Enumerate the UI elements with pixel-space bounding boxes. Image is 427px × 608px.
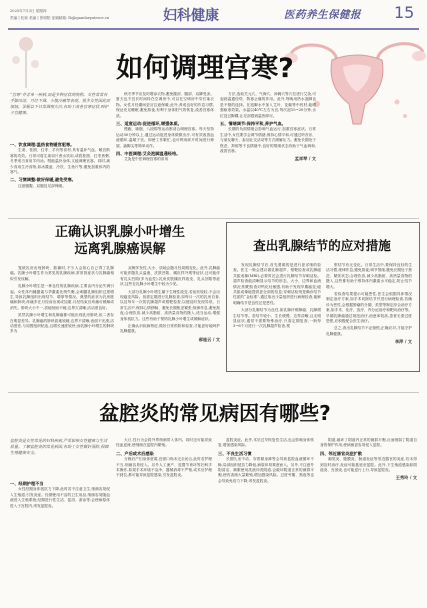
- section-divider-2: [8, 392, 419, 393]
- article1-c2-para-2: 慢跑、瑜伽、八段锦等运动都适合调理宫寒。每天坚持运动30分钟以上,通过运动促进身体微微出汗,可有效改善血液循环,温暖子宫。即使工作繁忙,也可利用碎片时间进行伸展、踮脚尖等简单动作。: [116, 127, 214, 148]
- article1-column-3: [220, 92, 316, 162]
- article1-c2-para-3: 艾灸是中医调理宫寒的常用: [124, 157, 169, 162]
- article4-c4-para-1: 阴道,破坏了阴道内正常的菌群平衡,反而削弱了阴道自身的保护作用,使病菌更容易侵入盆腔。: [320, 438, 417, 448]
- article1-column-1: [10, 141, 110, 191]
- article3-c1-para-1: 发现乳腺结节后,首先要做的是进行更详细的检查。医生一般会建议做乳腺超声、钼靶检查或乳腺磁共振成像(MRI),必要时还会进行乳腺结节穿刺活检。超声检查能清晰显示结节的形态、大小、边界和血流情况;钼靶检查对钙化灶敏感,有助于发现早期癌变;磁共振成像能提供更全面的信息;穿刺活检则是确诊结节性质的“金标准”,通过取出少量组织进行病理检查,能够明确结节是良性还是恶性。: [233, 263, 321, 305]
- article4-c2-para-2: 分娩后产妇身体虚弱,宫颈口尚未完全闭合,此时若护理不当,细菌容易侵入。另外人工流产、放置节育环等妇科手术操作,如果手术环境不洁净、器械消毒不严格,或术后护理不到位,都可能导致盆腔感染,引发盆腔炎。: [116, 457, 212, 478]
- article4-c1-heading-1: 一、经期护理不当: [10, 481, 44, 486]
- article4-title: 盆腔炎的常见病因有哪些?: [99, 401, 331, 425]
- article1-lead: “宫寒”并非单一疾病,而是多种症状的统称。女性常常有手脚冰凉、月经不调、小腹冷痛等表现。很多女性因此而烦恼。掌握以下日常调理方法,有助于改善宫寒症状,呵护子宫健康。: [10, 92, 110, 115]
- article4-column-3: [218, 438, 314, 486]
- article3-author: 李萍 / 文: [394, 339, 412, 345]
- page-header: [0, 0, 427, 34]
- article3-column-2: [326, 263, 412, 345]
- article4-column-2: [116, 438, 212, 481]
- article1-column-2: [116, 92, 214, 165]
- article1-c1-para-2: 注意腰腹、双腿及足部保暖。: [18, 183, 66, 188]
- article1-author: 孟祥琴 / 文: [294, 156, 316, 162]
- article4-c1-para-1: 女性经期身体抵抗力下降,此时若不注意卫生,细菌容易侵入生殖道,引发炎症。经期使用不洁的卫生用品,细菌容易随血液进入生殖系统;经期进行性生活、盆浴、游泳等,会使病原体进入子宫腔内,诱发盆腔炎。: [10, 487, 110, 508]
- article3-c2-para-3: 总之,查出乳腺结节不必惊慌,正确应对,才能守护乳腺健康。: [326, 326, 412, 336]
- article4-c3-heading-1: 三、不良生活习惯: [218, 450, 252, 456]
- article3-c2-para-2: 若检查结果提示可疑恶性,医生会根据具体情况制定治疗方案,如手术切除结节并进行病理检查,若确诊为恶性,会根据肿瘤的分期、类型等制定综合治疗方案,如手术、化疗、放疗、内分泌治疗和靶向治疗等。早期乳腺癌通过规范治疗,治愈率较高,患者无需过度恐慌,应积极配合医生治疗。: [326, 292, 412, 324]
- article3-c1-para-2: 大部分乳腺结节为良性,如乳腺纤维腺瘤、乳腺增生结节等。若结节较小、生长缓慢、边界清晰,且无明显症状,通常不需要特殊治疗,只需定期复查,一般每3~6个月进行一次乳腺超声检查,观: [233, 308, 321, 329]
- section-divider-1: [8, 218, 419, 219]
- article4-c2-heading-1: 二、产后或术后感染: [116, 450, 154, 456]
- article2-c2-para-2: 大部分乳腺小叶增生属于生理性改变,若症状较轻,不会出现癌变风险。但需定期进行乳腺检查,如每月一次的乳房自查,以及每年一次的乳腺超声或钼靶检查,以便及时发现异常。日常生活中,保持心情舒畅、避免长期焦虑紧张;规律作息,避免熬夜;合理饮食,减少高脂肪、高热量食物的摄入,适当运动,增强身体抵抗力。这些有助于预防乳腺小叶增生或缓解症状。: [120, 289, 220, 321]
- article3-c2-para-1: 察结节有无变化。日常生活中,要保持良好的生活习惯,规律作息,避免熬夜;调节情绪,避免长期处于焦虑、紧张状态;合理饮食,减少高脂肪、高热量食物的摄入,这些都有助于维持体内激素水平稳定,防止结节增大。: [326, 263, 412, 289]
- article4-c2-para-1: 大丘,性行为会将外界细菌带入体内。同时还可能导致经血逆流,使细菌在盆腔内繁殖。: [116, 438, 212, 448]
- article4-column-4: [320, 438, 417, 481]
- article4-c3-para-1: 盆腔炎症。此外,术后过早恢复性生活,也会影响身体恢复,增加感染风险。: [218, 438, 314, 448]
- editor-text: 责编 | 杜琼 美编 | 张明阳 征稿邮箱:: [10, 16, 68, 20]
- header-divider: [8, 28, 419, 30]
- article4-c4-heading-1: 四、邻近器官炎症扩散: [320, 450, 362, 456]
- article2-author: 郝桂云 / 文: [198, 336, 220, 342]
- article1-c2-heading-2: 四、中医调理:艾灸泡脚温通经络。: [116, 151, 181, 157]
- article2-c2-para-3: 正确认识疾病特征,做好日常预防和检查,才能更好地呵护乳腺健康。: [120, 324, 220, 334]
- article2-column-1: [10, 266, 114, 337]
- article2-c2-para-1: 双侧多发性,大小、质地会随月经周期变化。此外,乳腺癌可能伴随乳头溢液、皮肤凹陷、橘皮样外观等症状,还可能伴有乳头凹陷(多为血性),乳房皮肤橘皮样改变、乳头回陷等症状,这些在乳腺小叶增生中较为少见。: [120, 266, 220, 287]
- article3-title: 查出乳腺结节的应对措施: [253, 238, 391, 253]
- article1-title: 如何调理宫寒?: [116, 53, 294, 84]
- article4-author: 王秀玲 / 文: [395, 475, 417, 481]
- editor-line: [10, 16, 109, 21]
- page-number: 15: [394, 3, 415, 22]
- article2-title-line-1: 正确认识乳腺小叶增生: [54, 225, 185, 240]
- article1-c1-para-1: 生姜、桂圆、红枣、羊肉等食材,具有温补气血、暖宫散寒的功效。日常可将生姜切片煮水饮用,或将桂圆、红枣煮粥,冬季适当食用羊肉汤。既能温补身体,又能调理宫寒。同时,减少食用生冷食物,如冰激凌、冷饮、生鱼片等,避免加重体内的寒气。: [10, 148, 110, 175]
- article1-c2-heading-1: 三、适度运动:促进循环,增强体质。: [116, 121, 182, 127]
- article1-c3-para-2: 长期的负面情绪会影响气血运行,加重宫寒症状。日常生活中,女性要学会调节情绪,保持心情平和,可通过听音乐、与朋友聊天、参加社交活动等方式缓解压力。避免长期处于焦虑、抑郁等不良情绪中,良好的情绪状态有助于气血调和,改善宫寒。: [220, 127, 316, 154]
- article4-column-1: [10, 480, 110, 511]
- article4-c3-para-2: 长期久坐不动、穿着紧身裤等会导致盆腔血液循环不畅,局部组织抵抗力降低,病原体易乘虚而入。另外,不注意外阴清洁、频繁使用洗液冲洗阴道,会破坏阴道正常的菌群平衡,使有害菌大量繁殖,增加感染风险。过度劳累、熬夜等也会导致免疫力下降,诱发盆腔炎。: [218, 457, 314, 483]
- article2-c1-para-2: 乳腺小叶增生是一种良性的乳腺疾病,主要由内分泌失调引起。女性体内雌激素与孕激素比例失衡,会刺激乳腺组织过度增生,导致乳腺组织出现结节、增厚等情况。典型的症状为乳房胀痛和肿块,疼痛多在月经前出现或加重,月经结束后疼痛可缓解或消失。肿块大小不一,质地韧而不硬,边界欠清晰,活动度良好。: [10, 284, 114, 310]
- article2-c1-para-3: 虽然乳腺小叶增生和乳腺癌都可能出现乳房肿块,但二者存在明显差异。乳腺癌的肿块质地较硬,边界不清晰,表面不光滑,活动度差,与周围组织粘连,且增长速度较快;而乳腺小叶增生的肿块多为: [10, 313, 114, 334]
- article2-column-2: [120, 266, 220, 342]
- article4-lead: 盆腔炎是女性常见的妇科疾病,严重影响女性健康与生活质量。了解盆腔炎的常见病因,有助于女性做好预防,保障生殖健康安全。: [10, 438, 109, 455]
- brand-logo: 医药养生保健报: [284, 9, 361, 21]
- article2-c1-para-1: 笼统乳房出现肿块、胀痛时,不少人会担心自己得了乳腺癌。乳腺小叶增生作为常见的乳腺疾病,常常因症状与乳腺癌相似引发误解。: [10, 266, 114, 281]
- article1-c1-heading-2: 二、习惯调整:做好保暖,避免受寒。: [10, 177, 76, 183]
- article1-c1-heading-1: 一、饮食调理:温热食物暖宫驱寒。: [10, 142, 75, 147]
- article1-c2-para-1: 秋冬季节应及时增添衣物,避免腹部、腰部、双脚受凉。夏天也不宜长时间待在空调房中,可以在空调房中穿长袖衣物。女性月经期间更应注意保暖,此外,养成良好的作息习惯,保证充足睡眠,避免熬夜,有利于身体阳气的恢复,改善宫寒体质。: [116, 92, 214, 118]
- article1-c3-para-1: 方法,选取关元穴、气海穴、神阙穴等穴位进行艾灸,可起到温通经络、散寒止痛的作用。此外,每晚用热水泡脚也是不错的选择。在泡脚水中加入艾叶、花椒等中药材,能增强驱寒效果。水温以40℃左右为宜,每次泡15~20分钟,水位没过脚踝,让足部感到温热即可。: [220, 92, 316, 118]
- section-title: 妇科健康: [163, 8, 219, 24]
- flower-illustration: [8, 30, 44, 90]
- date-line: 2025年7月3日 星期四: [10, 9, 47, 13]
- article3-column-1: [233, 263, 321, 332]
- contact-email: lb@quanlaeyatesce.cn: [68, 16, 110, 20]
- article4-c4-para-2: 阑尾炎、腹膜炎、肠道炎症等邻近器官的炎症,若未得到及时治疗,炎症可能蔓延至盆腔。此外,下生殖道感染如阴道炎、宫颈炎,也可能逆行上行,导致盆腔炎。: [320, 457, 417, 473]
- article2-title-line-2: 远离乳腺癌误解: [74, 242, 166, 257]
- article1-c3-heading-1: 五、情绪调节:保持平和,养护气血。: [220, 121, 286, 127]
